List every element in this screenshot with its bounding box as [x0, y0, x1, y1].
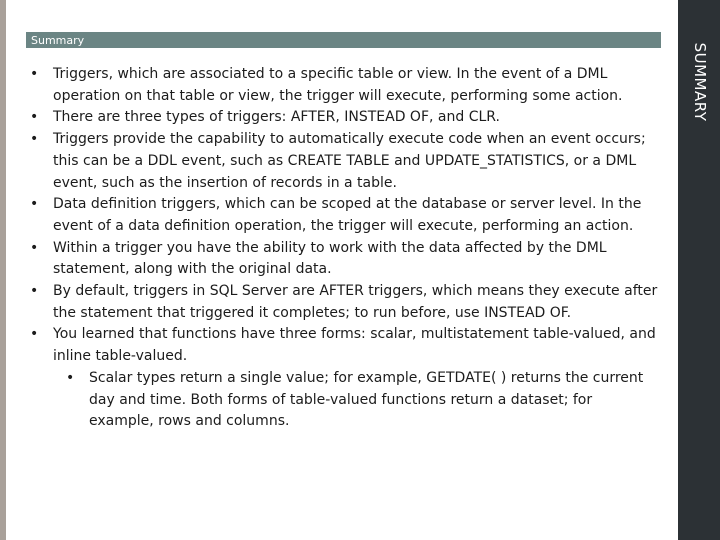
bullet-item: • You learned that functions have three forms: scalar, multistatement table-valued, and inline table-valued. [0, 324, 678, 367]
bullet-item: • Data definition triggers, which can be scoped at the database or server level. In the event of a data definition operation, the trigger will execute, performing an action. [0, 194, 678, 237]
bullet-item: • Triggers, which are associated to a specific table or view. In the event of a DML operation on that table or view, the trigger will execute, performing some action. [0, 64, 678, 107]
sub-bullet-item: • Scalar types return a single value; for example, GETDATE( ) returns the current day and time. Both forms of table-valued functions return a dataset; for example, rows and columns. [0, 368, 678, 433]
side-panel-label: SUMMARY [691, 42, 709, 122]
bullet-item: • There are three types of triggers: AFTER, INSTEAD OF, and CLR. [0, 107, 678, 129]
bullet-item: • Within a trigger you have the ability to work with the data affected by the DML statement, along with the original data. [0, 238, 678, 281]
header-label: Summary [31, 34, 85, 47]
bullet-item: • Triggers provide the capability to automatically execute code when an event occurs; this can be a DDL event, such as CREATE TABLE and UPDATE_STATISTICS, or a DML event, such as the insertion of records in a table. [0, 129, 678, 194]
header-bar [26, 32, 661, 48]
bullet-item: • By default, triggers in SQL Server are AFTER triggers, which means they execute after the statement that triggered it completes; to run before, use INSTEAD OF. [0, 281, 678, 324]
bullet-list [0, 64, 678, 433]
